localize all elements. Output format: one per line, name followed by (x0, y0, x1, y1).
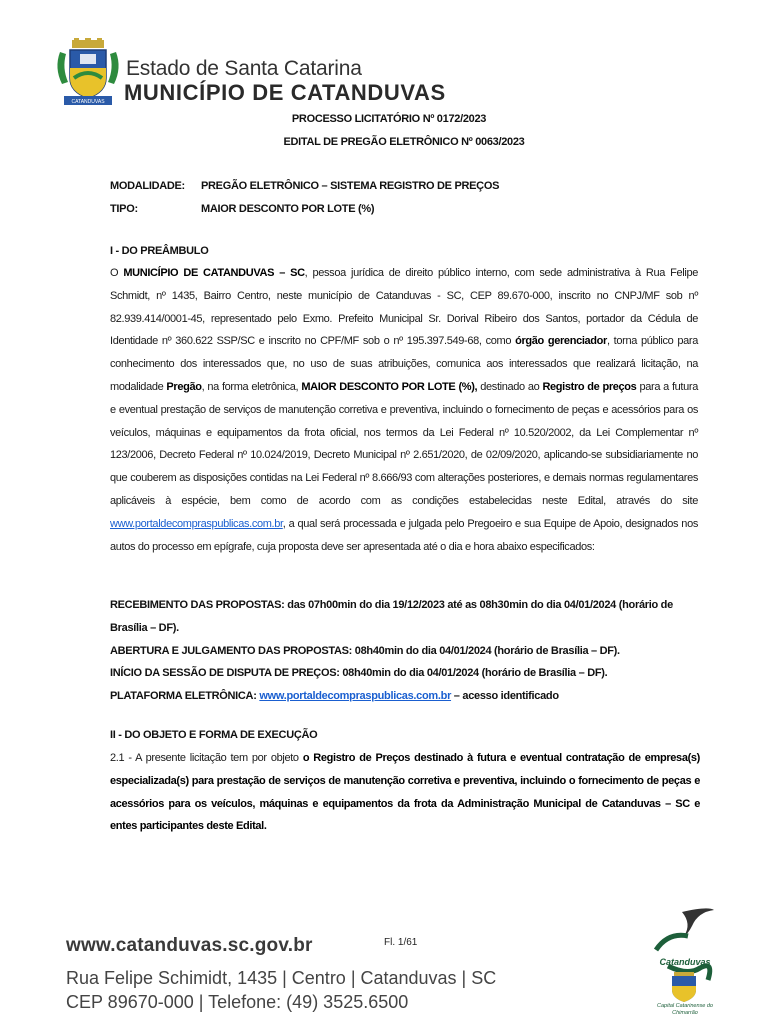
objeto-heading: II - DO OBJETO E FORMA DE EXECUÇÃO (110, 729, 318, 741)
footer-logo-tagline: Capital Catarinense do Chimarrão (657, 1003, 713, 1016)
footer-website[interactable]: www.catanduvas.sc.gov.br (66, 935, 313, 956)
edital-number: EDITAL DE PREGÃO ELETRÔNICO Nº 0063/2023 (283, 136, 525, 148)
plataforma-eletronica: PLATAFORMA ELETRÔNICA: www.portaldecompraspublicas.com.br – acesso identificado (110, 690, 559, 703)
header-municipality: MUNICÍPIO DE CATANDUVAS (124, 80, 446, 105)
footer-cep-phone: CEP 89670-000 | Telefone: (49) 3525.6500 (66, 992, 409, 1012)
portal-link[interactable]: www.portaldecompraspublicas.com.br (110, 517, 283, 530)
tipo-label: TIPO: (110, 203, 138, 215)
modalidade-value: PREGÃO ELETRÔNICO – SISTEMA REGISTRO DE PREÇOS (201, 180, 500, 192)
inicio-sessao: INÍCIO DA SESSÃO DE DISPUTA DE PREÇOS: 08h40min do dia 04/01/2024 (horário de Brasília – DF). (110, 667, 608, 680)
tipo-value: MAIOR DESCONTO POR LOTE (%) (201, 203, 375, 215)
crest-banner-text: CATANDUVAS (71, 99, 105, 105)
modalidade-row (110, 180, 710, 194)
plataforma-link[interactable]: www.portaldecompraspublicas.com.br (259, 690, 452, 703)
municipal-crest-icon (54, 38, 122, 108)
page-number: Fl. 1/61 (384, 937, 418, 948)
preambulo-paragraph: O MUNICÍPIO DE CATANDUVAS – SC, pessoa jurídica de direito público interno, com sede administrativa à Rua Felipe Schmidt, nº 1435, Bairro Centro, neste município de Catanduvas - SC, CEP 89.670-000, inscrito no CNPJ/MF sob nº 82.939.414/0001-45, representado pelo Exmo. Prefeito Municipal Sr. Dorival Ribeiro dos Santos, portador da Cédula de Identidade nº 360.622 SSP/SC e inscrito no CPF/MF sob o nº 195.397.549-68, como órgão gerenciador, torna público para conhecimento dos interessados que, no uso de suas atribuições, comunica aos interessados que realizará licitação, na modalidade Pregão, na forma eletrônica, MAIOR DESCONTO POR LOTE (%), destinado ao Registro de preços para a futura e eventual prestação de serviços de manutenção corretiva e preventiva, incluindo o fornecimento de peças e acessórios para os veículos, máquinas e equipamentos da frota oficial, nos termos da Lei Federal nº 10.520/2002, da Lei Complementar nº 123/2006, Decreto Federal nº 10.024/2019, Decreto Municipal nº 2.651/2020, de 02/09/2020, aplicando-se subsidiariamente no que couberem as disposições contidas na Lei Federal nº 8.666/93 com alterações posteriores, e demais normas regulamentares aplicáveis à espécie, bem como de acordo com as condições estabelecidas neste Edital, através do site www.portaldecompraspublicas.com.br, a qual será processada e julgada pelo Pregoeiro e sua Equipe de Apoio, designados nos autos do processo em epígrafe, cuja proposta deve ser apresentada até o dia e hora abaixo especificados: (110, 267, 698, 553)
abertura-julgamento: ABERTURA E JULGAMENTO DAS PROPOSTAS: 08h40min do dia 04/01/2024 (horário de Brasília – DF). (110, 644, 620, 657)
recebimento-propostas: RECEBIMENTO DAS PROPOSTAS: das 07h00min do dia 19/12/2023 até as 08h30min do dia 04/01/2024 (horário de Brasília – DF). (110, 599, 673, 634)
process-number: PROCESSO LICITATÓRIO Nº 0172/2023 (291, 113, 487, 125)
header-state: Estado de Santa Catarina (126, 57, 362, 80)
schedule-block (110, 594, 700, 708)
footer-address: Rua Felipe Schimidt, 1435 | Centro | Catanduvas | SC (66, 968, 497, 988)
objeto-paragraph: 2.1 - A presente licitação tem por objeto o Registro de Preços destinado à futura e eventual contratação de empresa(s) especializada(s) para prestação de serviços de manutenção corretiva e preventiva, incluindo o fornecimento de peças e acessórios para os veículos, máquinas e equipamentos da frota da Administração Municipal de Catanduvas – SC e entes participantes deste Edital. (110, 752, 700, 833)
preambulo-heading: I - DO PREÂMBULO (110, 245, 209, 257)
tipo-row (110, 203, 710, 217)
footer-logo-name: Catanduvas (659, 957, 711, 967)
modalidade-label: MODALIDADE: (110, 180, 185, 192)
